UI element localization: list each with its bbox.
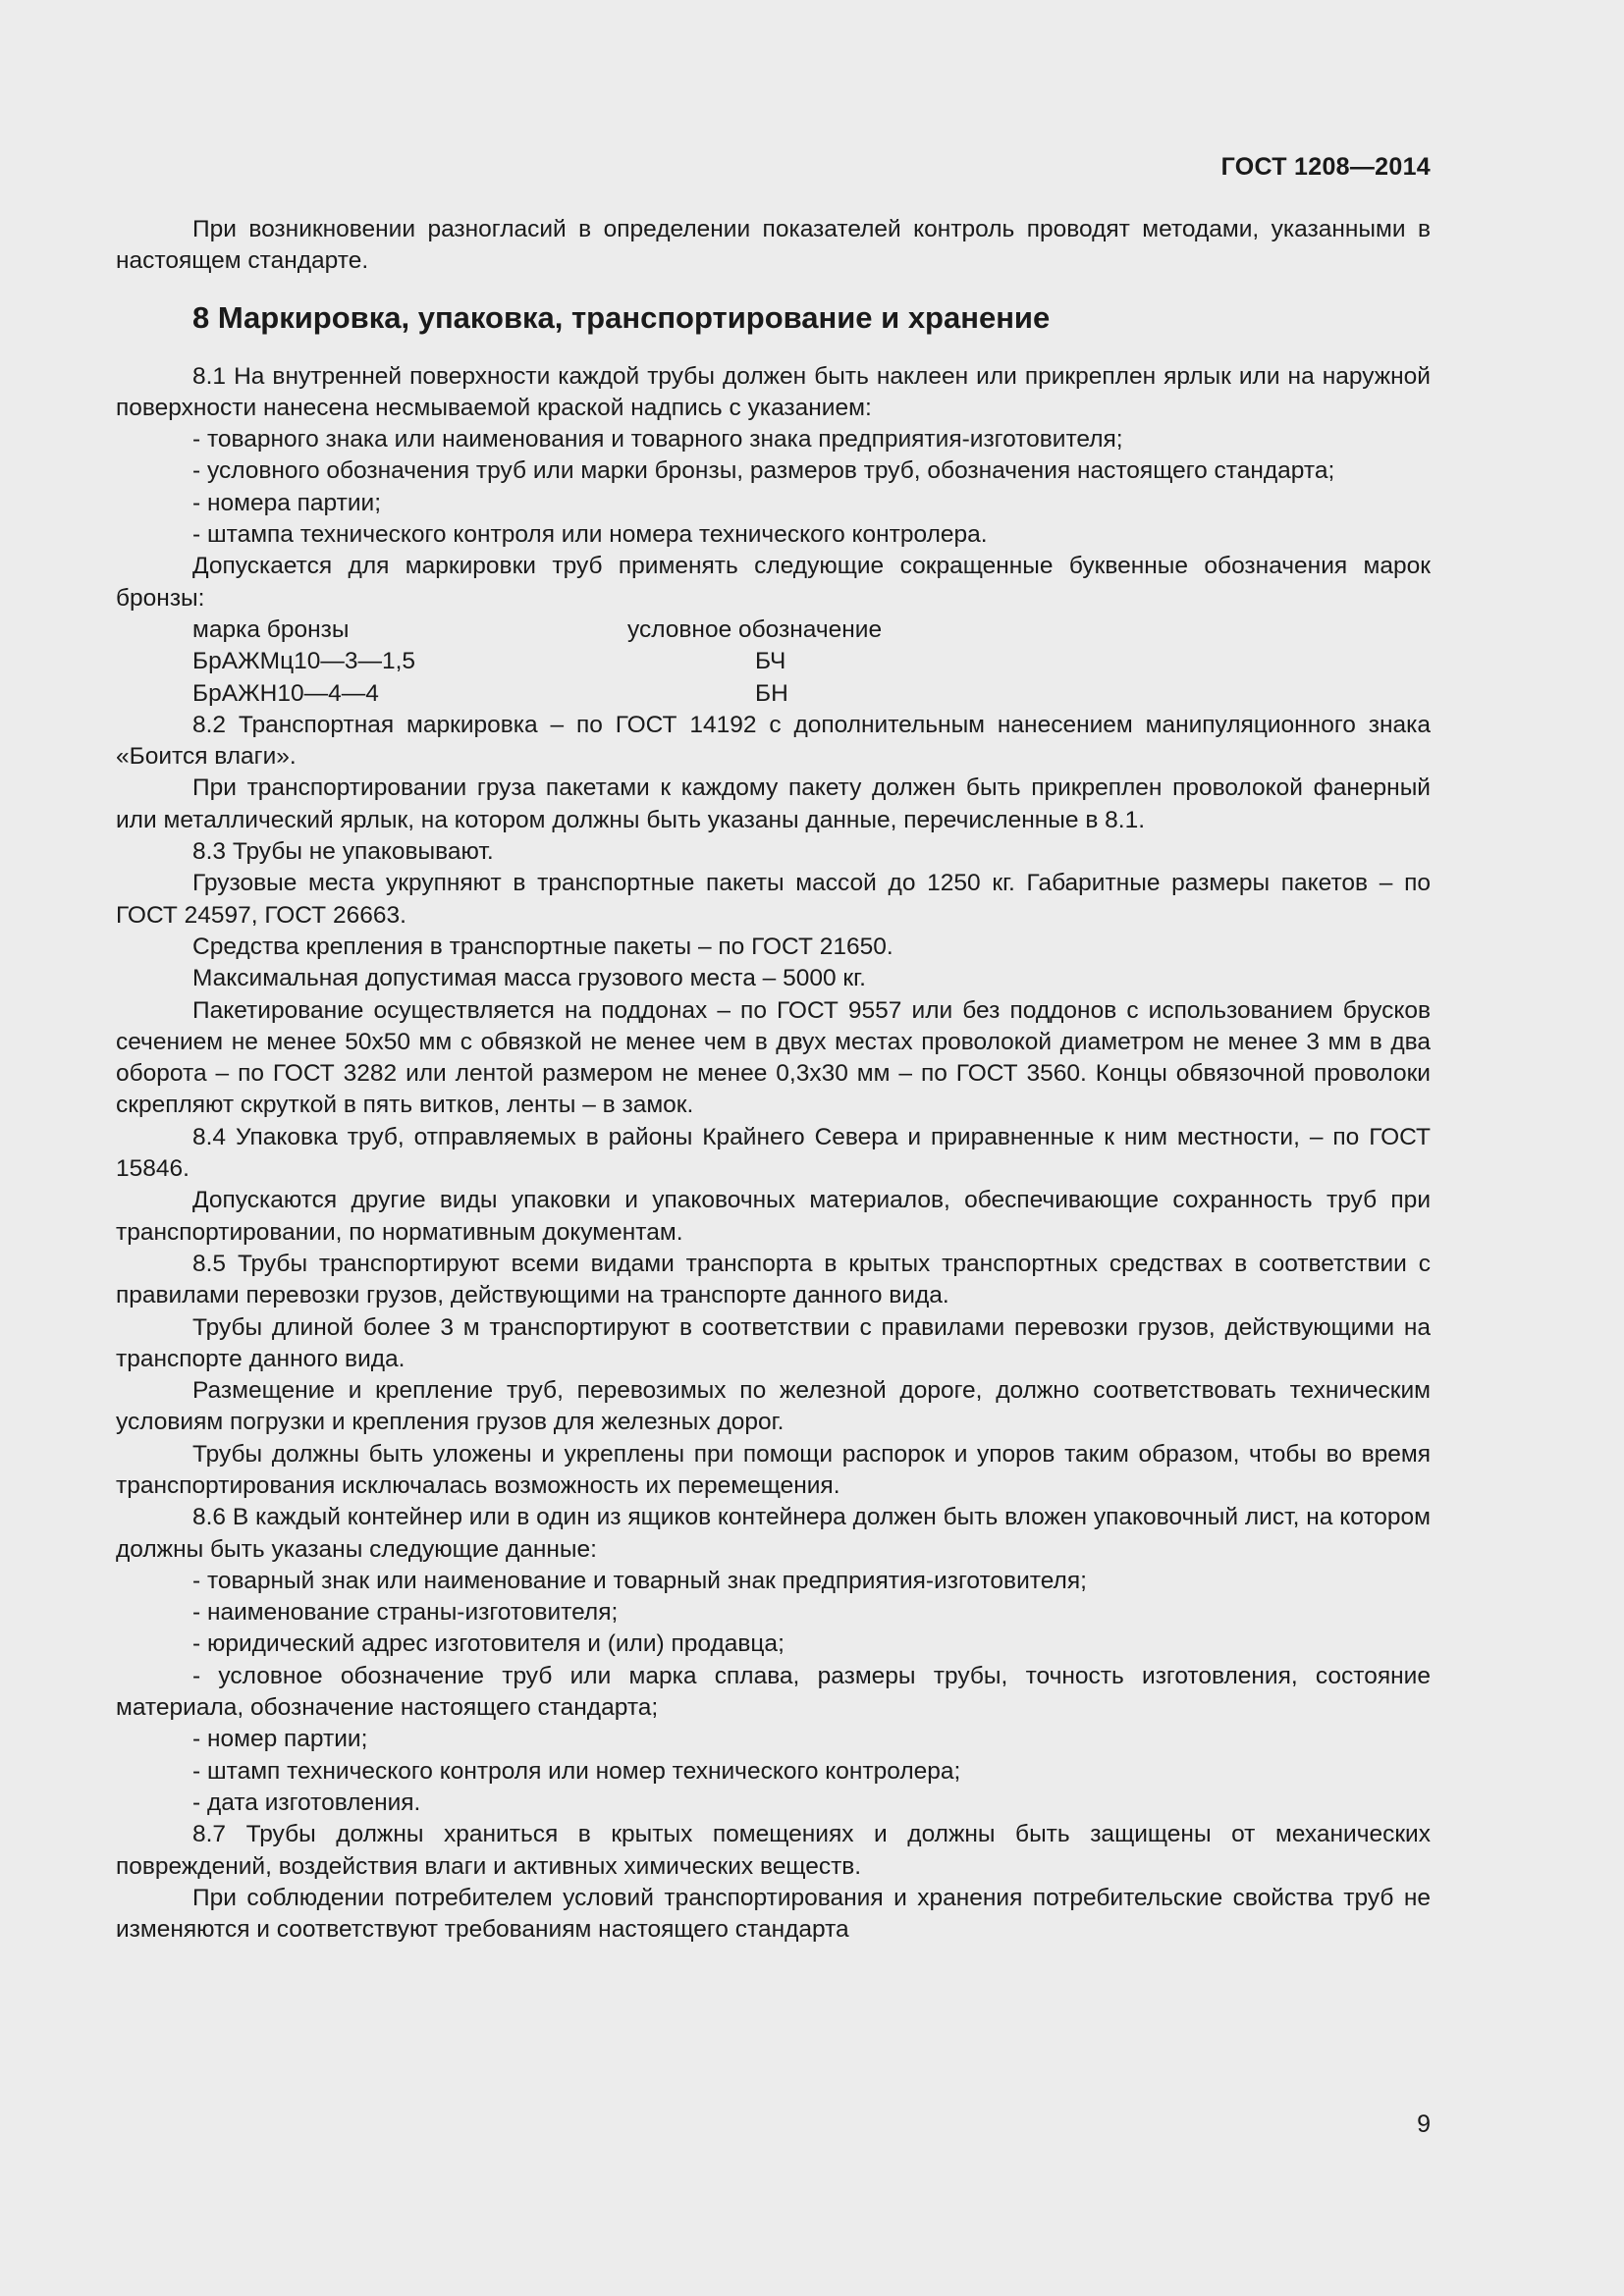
- grade-row: [192, 678, 1431, 710]
- paragraph: Пакетирование осуществляется на поддонах – по ГОСТ 9557 или без поддонов с использованием брусков сечением не менее 50x50 мм с обвязкой не менее чем в двух местах проволокой диаметром не менее 3 мм в два оборота – по ГОСТ 3282 или лентой размером не менее 0,3x30 мм – по ГОСТ 3560. Концы обвязочной проволоки скрепляют скруткой в пять витков, ленты – в замок.: [116, 996, 1431, 1119]
- paragraph-8-5: 8.5 Трубы транспортируют всеми видами транспорта в крытых транспортных средствах в соответствии с правилами перевозки грузов, действующими на транспорте данного вида.: [116, 1250, 1431, 1309]
- paragraph-8-7: 8.7 Трубы должны храниться в крытых помещениях и должны быть защищены от механических повреждений, воздействия влаги и активных химических веществ.: [116, 1821, 1431, 1880]
- paragraph-8-6: 8.6 В каждый контейнер или в один из ящиков контейнера должен быть вложен упаковочный лист, на котором должны быть указаны следующие данные:: [116, 1504, 1431, 1563]
- grade-code: БЧ: [755, 648, 786, 675]
- paragraph: Средства крепления в транспортные пакеты – по ГОСТ 21650.: [192, 933, 893, 960]
- abbreviation-paragraph: Допускается для маркировки труб применять следующие сокращенные буквенные обозначения марок бронзы:: [116, 553, 1431, 612]
- grade-name: БрАЖМц10—3—1,5: [192, 648, 416, 675]
- list-item: - юридический адрес изготовителя и (или) продавца;: [192, 1630, 785, 1658]
- list-item: - условного обозначения труб или марки бронзы, размеров труб, обозначения настоящего стандарта;: [192, 457, 1335, 485]
- paragraph: При транспортировании груза пакетами к каждому пакету должен быть прикреплен проволокой фанерный или металлический ярлык, на котором должны быть указаны данные, перечисленные в 8.1.: [116, 774, 1431, 833]
- grade-column-header: марка бронзы: [192, 615, 350, 643]
- paragraph-8-3: 8.3 Трубы не упаковывают.: [192, 838, 494, 866]
- code-column-header: условное обозначение: [627, 615, 883, 643]
- paragraph-8-2: 8.2 Транспортная маркировка – по ГОСТ 14192 с дополнительным нанесением манипуляционного знака «Боится влаги».: [116, 711, 1431, 771]
- list-item: - товарный знак или наименование и товарный знак предприятия-изготовителя;: [192, 1567, 1087, 1594]
- document-header: ГОСТ 1208—2014: [1220, 153, 1431, 181]
- grade-code: БН: [755, 679, 788, 707]
- list-item: - штампа технического контроля или номера технического контролера.: [192, 521, 988, 549]
- paragraph: Трубы должны быть уложены и укреплены при помощи распорок и упоров таким образом, чтобы во время транспортирования исключалась возможность их перемещения.: [116, 1440, 1431, 1499]
- intro-paragraph: При возникновении разногласий в определении показателей контроль проводят методами, указанными в настоящем стандарте.: [116, 216, 1431, 275]
- paragraph: Грузовые места укрупняют в транспортные пакеты массой до 1250 кг. Габаритные размеры пакетов – по ГОСТ 24597, ГОСТ 26663.: [116, 870, 1431, 929]
- list-item: - условное обозначение труб или марка сплава, размеры трубы, точность изготовления, состояние материала, обозначение настоящего стандарта;: [116, 1662, 1431, 1722]
- document-body: [116, 214, 1431, 1946]
- paragraph: Трубы длиной более 3 м транспортируют в соответствии с правилами перевозки грузов, действующими на транспорте данного вида.: [116, 1313, 1431, 1372]
- paragraph: Допускаются другие виды упаковки и упаковочных материалов, обеспечивающие сохранность труб при транспортировании, по нормативным документам.: [116, 1187, 1431, 1246]
- list-item: - наименование страны-изготовителя;: [192, 1599, 619, 1627]
- grade-name: БрАЖН10—4—4: [192, 679, 379, 707]
- list-item: - номер партии;: [192, 1726, 368, 1753]
- page-number: 9: [1417, 2110, 1431, 2138]
- list-item: - штамп технического контроля или номер технического контролера;: [192, 1757, 961, 1785]
- paragraph: Размещение и крепление труб, перевозимых по железной дороге, должно соответствовать техническим условиям погрузки и крепления грузов для железных дорог.: [116, 1377, 1431, 1436]
- grade-row: [192, 646, 1431, 677]
- paragraph: При соблюдении потребителем условий транспортирования и хранения потребительские свойства труб не изменяются и соответствуют требованиям настоящего стандарта: [116, 1884, 1431, 1944]
- list-item: - товарного знака или наименования и товарного знака предприятия-изготовителя;: [192, 426, 1123, 454]
- list-item: - дата изготовления.: [192, 1789, 421, 1816]
- list-item: - номера партии;: [192, 489, 382, 516]
- paragraph-8-4: 8.4 Упаковка труб, отправляемых в районы Крайнего Севера и приравненные к ним местности, – по ГОСТ 15846.: [116, 1123, 1431, 1183]
- section-title: 8 Маркировка, упаковка, транспортирование и хранение: [192, 299, 1051, 335]
- grades-header-row: [192, 614, 1431, 646]
- paragraph-8-1: 8.1 На внутренней поверхности каждой трубы должен быть наклеен или прикреплен ярлык или на наружной поверхности нанесена несмываемой краской надпись с указанием:: [116, 362, 1431, 421]
- paragraph: Максимальная допустимая масса грузового места – 5000 кг.: [192, 965, 866, 992]
